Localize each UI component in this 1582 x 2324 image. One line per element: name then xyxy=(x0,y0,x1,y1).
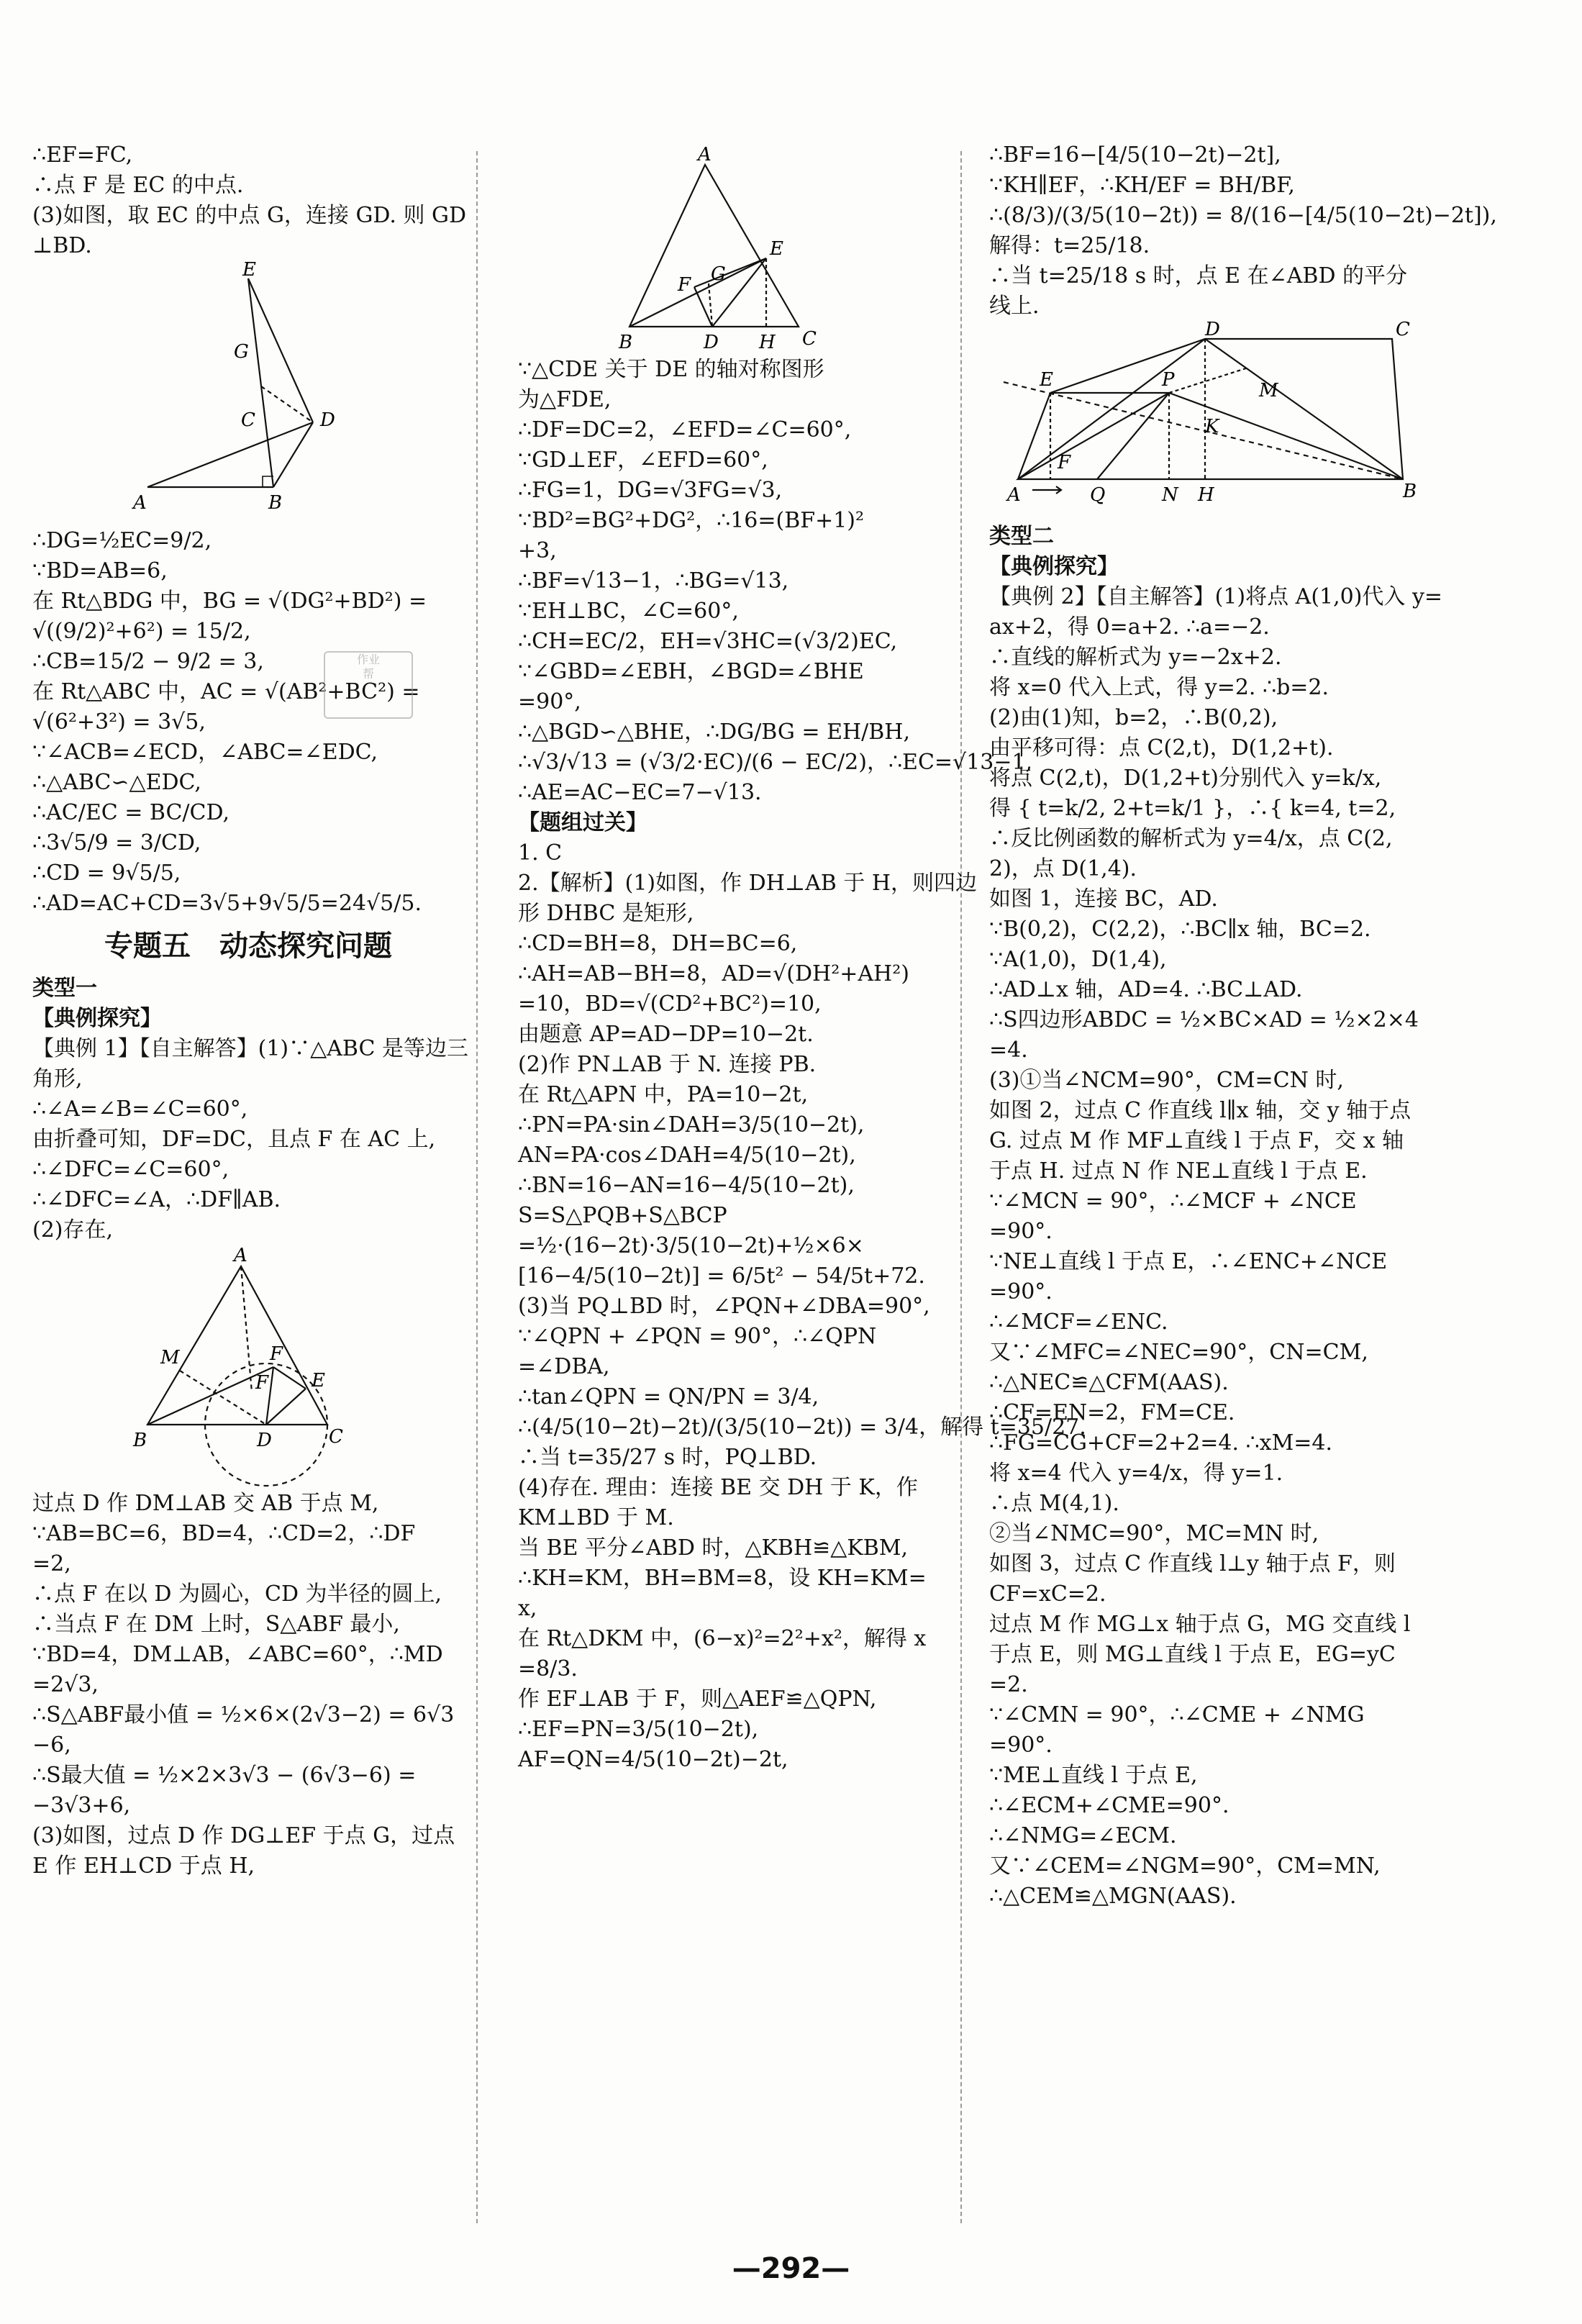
label-M: M xyxy=(160,1347,180,1368)
text-line: +3, xyxy=(518,538,557,563)
text-line: ∴S最大值 = ½×2×3√3 − (6√3−6) = xyxy=(32,1763,417,1788)
text-line: ∴BF=16−[4/5(10−2t)−2t], xyxy=(989,142,1281,168)
text-line: 形 DHBC 是矩形, xyxy=(518,901,694,926)
text-line: AN=PA·cos∠DAH=4/5(10−2t), xyxy=(518,1143,856,1168)
text-line: ∴点 M(4,1). xyxy=(989,1491,1119,1516)
label-B: B xyxy=(268,492,283,514)
text-line: ∵∠MCN = 90°，∴∠MCF + ∠NCE xyxy=(989,1189,1357,1214)
text-line: (3)当 PQ⊥BD 时，∠PQN+∠DBA=90°, xyxy=(518,1294,930,1319)
text-line: CF=xC=2. xyxy=(989,1581,1106,1607)
text-line: =90°. xyxy=(989,1219,1053,1244)
text-line: −6, xyxy=(32,1733,71,1758)
text-line: ∵AB=BC=6，BD=4，∴CD=2，∴DF xyxy=(32,1521,416,1546)
text-line: x, xyxy=(518,1596,537,1621)
text-line: 在 Rt△DKM 中，(6−x)²=2²+x²，解得 x xyxy=(518,1626,927,1651)
example-heading: 【典例探究】 xyxy=(989,554,1119,579)
text-line: 将 x=4 代入 y=4/x，得 y=1. xyxy=(989,1461,1283,1486)
label-D: D xyxy=(257,1430,272,1451)
label-B: B xyxy=(1403,481,1417,502)
text-line: (2)由(1)知，b=2，∴B(0,2), xyxy=(989,705,1278,730)
text-line: =90°, xyxy=(518,689,581,714)
text-line: =∠DBA, xyxy=(518,1354,610,1379)
text-line: =8/3. xyxy=(518,1656,578,1681)
text-line: ②当∠NMC=90°，MC=MN 时, xyxy=(989,1521,1319,1546)
text-line: 如图 2，过点 C 作直线 l∥x 轴，交 y 轴于点 xyxy=(989,1098,1411,1123)
label-N: N xyxy=(1162,484,1178,506)
text-line: ∴∠NMG=∠ECM. xyxy=(989,1823,1177,1848)
text-line: (2)作 PN⊥AB 于 N. 连接 PB. xyxy=(518,1052,817,1077)
text-line: 为△FDE, xyxy=(518,387,612,412)
label-M: M xyxy=(1259,380,1278,401)
text-line: ∴S四边形ABDC = ½×BC×AD = ½×2×4 xyxy=(989,1007,1419,1032)
text-line: ∴∠MCF=∠ENC. xyxy=(989,1309,1168,1335)
label-C: C xyxy=(802,328,817,350)
text-line: 作 EF⊥AB 于 F，则△AEF≌△QPN, xyxy=(518,1687,877,1712)
text-line: ∴3√5/9 = 3/CD, xyxy=(32,830,201,855)
text-line: 如图 3，过点 C 作直线 l⊥y 轴于点 F，则 xyxy=(989,1551,1396,1576)
text-line: 角形, xyxy=(32,1066,83,1091)
text-line: ∵ME⊥直线 l 于点 E, xyxy=(989,1763,1198,1788)
text-line: ∴△BGD∽△BHE，∴DG/BG = EH/BH, xyxy=(518,720,910,745)
text-line: =90°. xyxy=(989,1279,1053,1304)
label-A: A xyxy=(1007,484,1021,506)
text-line: 【典例 1】【自主解答】(1)∵△ABC 是等边三 xyxy=(32,1036,468,1061)
label-P: P xyxy=(1162,369,1175,391)
text-line: ⊥BD. xyxy=(32,233,92,258)
text-line: 由平移可得：点 C(2,t)，D(1,2+t). xyxy=(989,735,1334,761)
column-1 xyxy=(32,140,468,1882)
label-F2: F xyxy=(270,1343,283,1365)
text-line: ∴△ABC∽△EDC, xyxy=(32,770,201,795)
text-line: 如图 1，连接 BC，AD. xyxy=(989,886,1218,912)
text-line: 2.【解析】(1)如图，作 DH⊥AB 于 H，则四边 xyxy=(518,871,978,896)
text-line: ∴BN=16−AN=16−4/5(10−2t), xyxy=(518,1173,855,1198)
figure-triangle-egd xyxy=(32,259,435,523)
label-A: A xyxy=(133,492,147,514)
stamp-line: 作业 xyxy=(356,653,380,666)
text-line: 又∵∠MFC=∠NEC=90°，CN=CM, xyxy=(989,1340,1368,1365)
label-F: F xyxy=(255,1372,269,1394)
type-heading: 类型一 xyxy=(32,976,97,1001)
text-line: 得 { t=k/2, 2+t=k/1 }，∴{ k=4, t=2, xyxy=(989,796,1396,821)
text-line: ∵A(1,0)，D(1,4), xyxy=(989,947,1167,972)
column-divider-1 xyxy=(476,151,478,2223)
text-line: 将点 C(2,t)，D(1,2+t)分别代入 y=k/x, xyxy=(989,766,1382,791)
text-line: −3√3+6, xyxy=(32,1793,131,1818)
example-heading: 【典例探究】 xyxy=(32,1006,162,1031)
text-line: 解得：t=25/18. xyxy=(989,233,1150,258)
text-line: ∴√3/√13 = (√3/2·EC)/(6 − EC/2)，∴EC=√13−1, xyxy=(518,750,1033,775)
text-line: (3)①当∠NCM=90°，CM=CN 时, xyxy=(989,1068,1344,1093)
column-divider-2 xyxy=(960,151,962,2223)
label-E: E xyxy=(770,238,783,260)
label-A: A xyxy=(698,144,712,165)
text-line: ∴(4/5(10−2t)−2t)/(3/5(10−2t)) = 3/4，解得 t=35/27. xyxy=(518,1415,1086,1440)
text-line: ∴CB=15/2 − 9/2 = 3, xyxy=(32,649,264,674)
text-line: ∴当 t=35/27 s 时，PQ⊥BD. xyxy=(518,1445,817,1470)
text-line: 过点 M 作 MG⊥x 轴于点 G，MG 交直线 l xyxy=(989,1612,1411,1637)
text-line: ∴当点 F 在 DM 上时，S△ABF 最小, xyxy=(32,1612,400,1637)
text-line: ∴EF=FC, xyxy=(32,142,133,168)
text-line: AF=QN=4/5(10−2t)−2t, xyxy=(518,1747,788,1772)
text-line: ∴(8/3)/(3/5(10−2t)) = 8/(16−[4/5(10−2t)−2t]), xyxy=(989,203,1497,228)
label-F: F xyxy=(1058,452,1071,473)
c3-block-b xyxy=(989,582,1443,1912)
text-line: ∴点 F 在以 D 为圆心，CD 为半径的圆上, xyxy=(32,1581,442,1607)
text-line: =2√3, xyxy=(32,1672,99,1697)
text-line: ∴KH=KM，BH=BM=8，设 KH=KM= xyxy=(518,1566,927,1591)
label-B: B xyxy=(133,1430,147,1451)
text-line: =½·(16−2t)·3/5(10−2t)+½×6× xyxy=(518,1233,864,1258)
text-line: 2)，点 D(1,4). xyxy=(989,856,1137,881)
text-line: ∴FG=CG+CF=2+2=4. ∴xM=4. xyxy=(989,1430,1333,1456)
text-line: ∵BD²=BG²+DG²，∴16=(BF+1)² xyxy=(518,508,865,533)
text-line: ∴∠DFC=∠A，∴DF∥AB. xyxy=(32,1187,281,1212)
label-H: H xyxy=(759,332,776,353)
type-heading: 类型二 xyxy=(989,524,1054,549)
text-line: ∴CF=EN=2，FM=CE. xyxy=(989,1400,1235,1425)
text-line: ∵GD⊥EF，∠EFD=60°, xyxy=(518,448,768,473)
text-line: ∴CD = 9√5/5, xyxy=(32,861,181,886)
label-A: A xyxy=(234,1245,247,1266)
label-C: C xyxy=(1396,319,1410,340)
page-number: —292— xyxy=(732,2252,850,2285)
text-line: ∵∠GBD=∠EBH，∠BGD=∠BHE xyxy=(518,659,864,684)
text-line: ∴CH=EC/2，EH=√3HC=(√3/2)EC, xyxy=(518,629,898,654)
text-line: =4. xyxy=(989,1038,1028,1063)
text-line: S=S△PQB+S△BCP xyxy=(518,1203,727,1228)
figure-trapezoid xyxy=(989,319,1421,519)
text-line: 于点 H. 过点 N 作 NE⊥直线 l 于点 E. xyxy=(989,1158,1368,1184)
text-line: ∴△CEM≌△MGN(AAS). xyxy=(989,1884,1237,1909)
figure-triangle-abc xyxy=(518,143,921,352)
text-line: ∴tan∠QPN = QN/PN = 3/4, xyxy=(518,1384,819,1410)
text-line: ∴BF=√13−1，∴BG=√13, xyxy=(518,568,789,594)
label-Q: Q xyxy=(1090,484,1106,506)
text-line: [16−4/5(10−2t)] = 6/5t² − 54/5t+72. xyxy=(518,1263,925,1289)
label-H: H xyxy=(1198,484,1214,506)
label-E: E xyxy=(1040,369,1053,391)
text-line: ∴AD=AC+CD=3√5+9√5/5=24√5/5. xyxy=(32,891,422,916)
text-line: ∵EH⊥BC，∠C=60°, xyxy=(518,599,739,624)
text-line: √((9/2)²+6²) = 15/2, xyxy=(32,619,251,644)
text-line: ∴当 t=25/18 s 时，点 E 在∠ABD 的平分 xyxy=(989,263,1408,289)
text-line: 1. C xyxy=(518,840,563,866)
text-line: ∵KH∥EF，∴KH/EF = BH/BF, xyxy=(989,173,1295,198)
text-line: 将 x=0 代入上式，得 y=2. ∴b=2. xyxy=(989,675,1329,700)
text-line: ∴EF=PN=3/5(10−2t), xyxy=(518,1717,759,1742)
c1-block-d xyxy=(32,1489,464,1882)
label-E: E xyxy=(312,1370,325,1392)
figure-equilateral-circle xyxy=(32,1245,435,1486)
section-title: 专题五 动态探究问题 xyxy=(104,930,392,963)
text-line: ∴AH=AB−BH=8，AD=√(DH²+AH²) xyxy=(518,961,909,986)
text-line: 在 Rt△BDG 中，BG = √(DG²+BD²) = xyxy=(32,589,427,614)
text-line: ∴反比例函数的解析式为 y=4/x，点 C(2, xyxy=(989,826,1393,851)
text-line: ∴AE=AC−EC=7−√13. xyxy=(518,780,762,805)
text-line: ∵BD=4，DM⊥AB，∠ABC=60°，∴MD xyxy=(32,1642,443,1667)
text-line: ∵∠QPN + ∠PQN = 90°，∴∠QPN xyxy=(518,1324,877,1349)
text-line: 在 Rt△ABC 中，AC = √(AB²+BC²) = xyxy=(32,679,420,704)
text-line: ∴直线的解析式为 y=−2x+2. xyxy=(989,645,1282,670)
label-E: E xyxy=(242,259,256,281)
text-line: (3)如图，过点 D 作 DG⊥EF 于点 G，过点 xyxy=(32,1823,455,1848)
text-line: 过点 D 作 DM⊥AB 交 AB 于点 M, xyxy=(32,1491,379,1516)
label-C: C xyxy=(329,1426,343,1448)
c1-block-a xyxy=(32,140,467,261)
text-line: ∴FG=1，DG=√3FG=√3, xyxy=(518,478,783,503)
text-line: ∴DF=DC=2，∠EFD=∠C=60°, xyxy=(518,417,852,442)
label-B: B xyxy=(619,332,633,353)
text-line: 于点 E，则 MG⊥直线 l 于点 E，EG=yC xyxy=(989,1642,1396,1667)
text-line: 由题意 AP=AD−DP=10−2t. xyxy=(518,1022,814,1047)
text-line: ∴∠A=∠B=∠C=60°, xyxy=(32,1097,248,1122)
text-line: 线上. xyxy=(989,294,1040,319)
text-line: ax+2，得 0=a+2. ∴a=−2. xyxy=(989,614,1270,640)
text-line: ∵∠CMN = 90°，∴∠CME + ∠NMG xyxy=(989,1702,1365,1728)
text-line: ∴CD=BH=8，DH=BC=6, xyxy=(518,931,798,956)
text-line: ∴AC/EC = BC/CD, xyxy=(32,800,230,825)
text-line: (3)如图，取 EC 的中点 G，连接 GD. 则 GD xyxy=(32,203,467,228)
text-line: ∴PN=PA·sin∠DAH=3/5(10−2t), xyxy=(518,1112,865,1138)
text-line: =2. xyxy=(989,1672,1028,1697)
label-D: D xyxy=(1205,319,1220,340)
watermark-stamp xyxy=(324,651,413,719)
text-line: 当 BE 平分∠ABD 时，△KBH≌△KBM, xyxy=(518,1535,909,1561)
text-line: 【典例 2】【自主解答】(1)将点 A(1,0)代入 y= xyxy=(989,584,1443,609)
stamp-line: 帮 xyxy=(362,667,374,681)
label-K: K xyxy=(1205,416,1219,437)
text-line: ∴△NEC≌△CFM(AAS). xyxy=(989,1370,1229,1395)
text-line: (4)存在. 理由：连接 BE 交 DH 于 K，作 xyxy=(518,1475,918,1500)
label-F: F xyxy=(678,274,691,296)
text-line: ∴AD⊥x 轴，AD=4. ∴BC⊥AD. xyxy=(989,977,1303,1002)
column-3 xyxy=(989,140,1497,1912)
c3-block-a xyxy=(989,140,1497,322)
text-line: ∴S△ABF最小值 = ½×6×(2√3−2) = 6√3 xyxy=(32,1702,455,1728)
text-line: ∴∠ECM+∠CME=90°. xyxy=(989,1793,1229,1818)
text-line: (2)存在, xyxy=(32,1217,114,1243)
label-G: G xyxy=(711,263,726,285)
text-line: 在 Rt△APN 中，PA=10−2t, xyxy=(518,1082,809,1107)
text-line: ∵△CDE 关于 DE 的轴对称图形 xyxy=(518,357,824,382)
text-line: ∵NE⊥直线 l 于点 E，∴∠ENC+∠NCE xyxy=(989,1249,1388,1274)
text-line: KM⊥BD 于 M. xyxy=(518,1505,674,1530)
text-line: E 作 EH⊥CD 于点 H, xyxy=(32,1853,255,1879)
text-line: =90°. xyxy=(989,1733,1053,1758)
text-line: ∵∠ACB=∠ECD，∠ABC=∠EDC, xyxy=(32,740,378,765)
text-line: ∴∠DFC=∠C=60°, xyxy=(32,1157,229,1182)
text-line: ∵B(0,2)，C(2,2)，∴BC∥x 轴，BC=2. xyxy=(989,917,1371,942)
label-D: D xyxy=(704,332,719,353)
c1-block-c xyxy=(32,1034,468,1245)
text-line: 又∵∠CEM=∠NGM=90°，CM=MN, xyxy=(989,1853,1381,1879)
pass-heading: 【题组过关】 xyxy=(518,810,647,835)
text-line: ∴DG=½EC=9/2, xyxy=(32,528,212,553)
label-D: D xyxy=(320,409,335,431)
text-line: =10，BD=√(CD²+BC²)=10, xyxy=(518,991,822,1017)
text-line: 由折叠可知，DF=DC，且点 F 在 AC 上, xyxy=(32,1127,436,1152)
text-line: √(6²+3²) = 3√5, xyxy=(32,709,206,735)
label-G: G xyxy=(234,341,249,363)
text-line: ∵BD=AB=6, xyxy=(32,558,168,584)
text-line: ∴点 F 是 EC 的中点. xyxy=(32,173,244,198)
c1-block-b xyxy=(32,526,464,919)
text-line: G. 过点 M 作 MF⊥直线 l 于点 F，交 x 轴 xyxy=(989,1128,1404,1153)
label-C: C xyxy=(241,409,255,431)
text-line: =2, xyxy=(32,1551,71,1576)
